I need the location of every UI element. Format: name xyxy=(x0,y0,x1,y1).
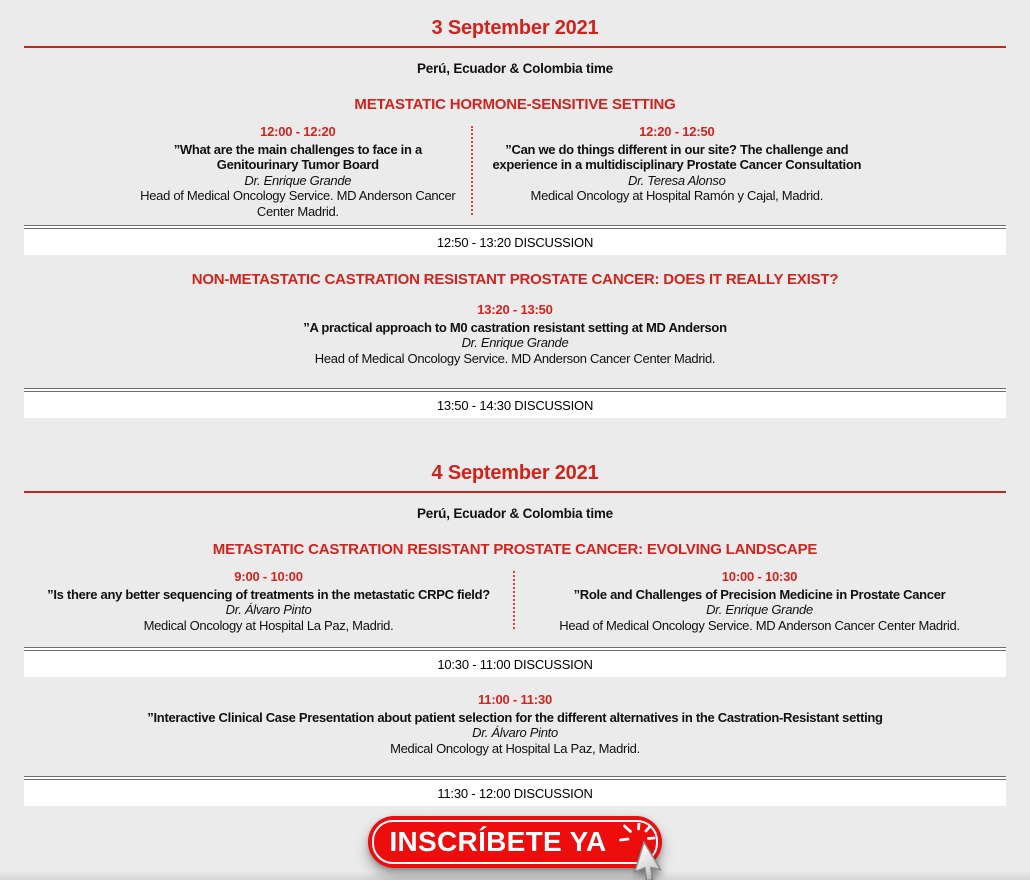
day-1-section xyxy=(0,0,1030,418)
session-speaker: Dr. Enrique Grande xyxy=(461,335,569,350)
session-affiliation: Head of Medical Oncology Service. MD Anderson Cancer Center Madrid. xyxy=(314,350,716,366)
discussion-bar xyxy=(24,647,1006,677)
day-1-title-rule xyxy=(24,46,1006,48)
session-time: 9:00 - 10:00 xyxy=(234,569,303,584)
day-1-timezone: Perú, Ecuador & Colombia time xyxy=(417,61,613,76)
session-speaker: Dr. Álvaro Pinto xyxy=(472,725,558,740)
day-1-block-2-heading: NON-METASTATIC CASTRATION RESISTANT PROSTATE CANCER: DOES IT REALLY EXIST? xyxy=(191,271,839,288)
session-card xyxy=(65,692,965,756)
day-2-timezone: Perú, Ecuador & Colombia time xyxy=(417,506,613,521)
session-column-right xyxy=(471,124,1006,219)
session-affiliation: Medical Oncology at Hospital Ramón y Cajal, Madrid. xyxy=(530,188,824,203)
register-button-label: INSCRÍBETE YA xyxy=(389,826,607,857)
session-column-right xyxy=(513,569,1006,633)
discussion-label: 13:50 - 14:30 DISCUSSION xyxy=(436,397,594,413)
session-title: ”What are the main challenges to face in a Genitourinary Tumor Board xyxy=(173,141,422,172)
session-title: ”Interactive Clinical Case Presentation about patient selection for the different alternatives in the Castration-Resistant setting xyxy=(147,709,883,725)
day-2-title: 4 September 2021 xyxy=(431,462,599,484)
day-2-sessions-row xyxy=(24,569,1006,633)
day-1-block-1-heading: METASTATIC HORMONE-SENSITIVE SETTING xyxy=(354,96,676,113)
register-button-area xyxy=(0,816,1030,868)
session-title: ”Is there any better sequencing of treatments in the metastatic CRPC field? xyxy=(47,586,490,602)
session-title: ”A practical approach to M0 castration resistant setting at MD Anderson xyxy=(303,319,727,335)
day-2-title-rule xyxy=(24,491,1006,493)
session-card xyxy=(540,569,980,633)
discussion-bar xyxy=(24,388,1006,418)
session-time: 11:00 - 11:30 xyxy=(477,692,553,707)
session-affiliation: Medical Oncology at Hospital La Paz, Madrid. xyxy=(143,617,394,633)
discussion-bar xyxy=(24,225,1006,255)
session-card xyxy=(34,569,504,633)
day-1-sessions-row xyxy=(24,124,1006,219)
session-affiliation: Head of Medical Oncology Service. MD Anderson Cancer Center Madrid. xyxy=(140,188,456,219)
discussion-label: 11:30 - 12:00 DISCUSSION xyxy=(437,785,593,801)
session-column-left xyxy=(24,124,471,219)
session-card xyxy=(477,124,877,204)
discussion-bar xyxy=(24,776,1006,806)
session-time: 12:20 - 12:50 xyxy=(639,124,715,139)
session-speaker: Dr. Álvaro Pinto xyxy=(225,602,312,617)
day-1-title: 3 September 2021 xyxy=(431,17,599,39)
session-title: ”Role and Challenges of Precision Medicine in Prostate Cancer xyxy=(573,586,946,602)
day-2-block-1-heading: METASTATIC CASTRATION RESISTANT PROSTATE CANCER: EVOLVING LANDSCAPE xyxy=(212,541,818,558)
session-speaker: Dr. Enrique Grande xyxy=(244,172,352,188)
session-time: 12:00 - 12:20 xyxy=(260,124,336,139)
session-column-divider xyxy=(513,571,515,629)
day-2-section xyxy=(0,418,1030,806)
session-affiliation: Head of Medical Oncology Service. MD Anderson Cancer Center Madrid. xyxy=(559,617,960,633)
session-speaker: Dr. Teresa Alonso xyxy=(628,172,726,188)
session-card xyxy=(138,124,458,219)
session-time: 13:20 - 13:50 xyxy=(477,302,553,317)
session-column-divider xyxy=(471,126,473,215)
discussion-label: 12:50 - 13:20 DISCUSSION xyxy=(436,234,594,250)
session-card xyxy=(65,302,965,366)
session-column-left xyxy=(24,569,513,633)
session-time: 10:00 - 10:30 xyxy=(721,569,798,584)
register-button[interactable] xyxy=(368,816,662,868)
session-speaker: Dr. Enrique Grande xyxy=(706,602,813,617)
session-title: ”Can we do things different in our site? The challenge and experience in a multidisciplinary Prostate Cancer Consultation xyxy=(492,141,862,172)
session-affiliation: Medical Oncology at Hospital La Paz, Madrid. xyxy=(390,740,640,756)
discussion-label: 10:30 - 11:00 DISCUSSION xyxy=(437,656,593,672)
